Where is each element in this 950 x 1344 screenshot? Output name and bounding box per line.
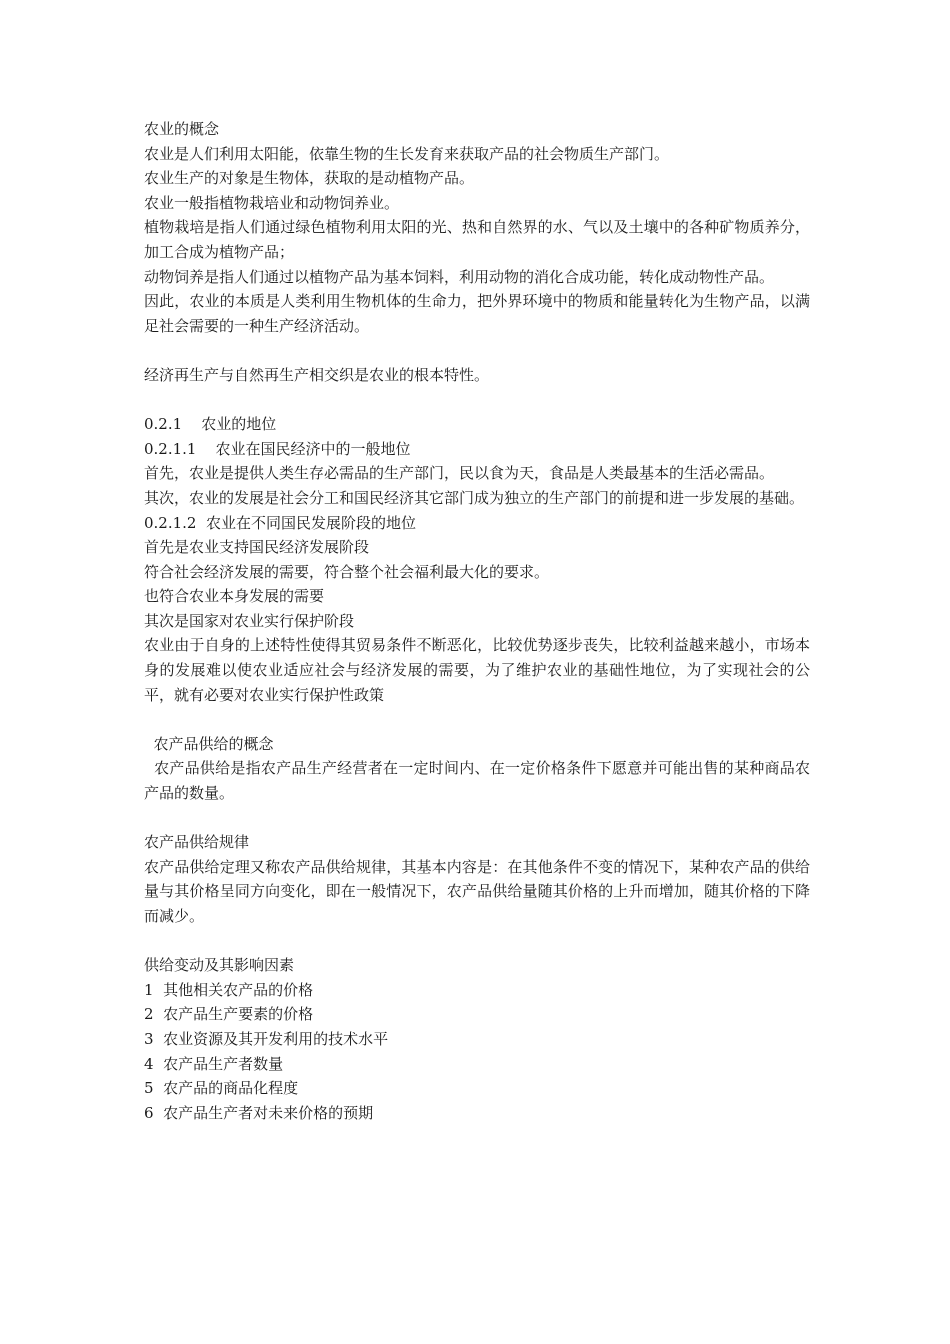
- paragraph-line: 首先，农业是提供人类生存必需品的生产部门，民以食为天，食品是人类最基本的生活必需品。: [144, 464, 775, 483]
- blank-line: [144, 806, 810, 831]
- paragraph-line: 首先是农业支持国民经济发展阶段: [144, 538, 370, 557]
- paragraph-line: 农产品供给是指农产品生产经营者在一定时间内、在一定价格条件下愿意并可能出售的某种商品农产品的数量。: [144, 759, 810, 803]
- paragraph-line: 动物饲养是指人们通过以植物产品为基本饲料，利用动物的消化合成功能，转化成动物性产品。: [144, 267, 775, 286]
- list-item: 5 农产品的商品化程度: [144, 1079, 299, 1098]
- paragraph-line: 也符合农业本身发展的需要: [144, 587, 325, 606]
- heading-agriculture-status: 0.2.1 农业的地位: [144, 415, 277, 434]
- list-item: 2 农产品生产要素的价格: [144, 1005, 314, 1024]
- section-supply-concept: [144, 732, 810, 806]
- document-page: [144, 117, 810, 1125]
- paragraph-line: 农业生产的对象是生物体，获取的是动植物产品。: [144, 169, 475, 188]
- section-agriculture-concept: [144, 117, 810, 338]
- paragraph-line: 因此，农业的本质是人类利用生物机体的生命力，把外界环境中的物质和能量转化为生物产品，以满足社会需要的一种生产经济活动。: [144, 292, 810, 335]
- subheading-general-status: 0.2.1.1 农业在国民经济中的一般地位: [144, 439, 411, 458]
- blank-line: [144, 338, 810, 363]
- list-item: 3 农业资源及其开发利用的技术水平: [144, 1029, 389, 1048]
- blank-line: [144, 929, 810, 954]
- subheading-stage-status: 0.2.1.2 农业在不同国民发展阶段的地位: [144, 513, 417, 532]
- paragraph-line: 农业是人们利用太阳能，依靠生物的生长发育来获取产品的社会物质生产部门。: [144, 144, 670, 163]
- section-agriculture-status: [144, 412, 810, 707]
- heading-supply-concept: 农产品供给的概念: [144, 734, 274, 753]
- heading-supply-factors: 供给变动及其影响因素: [144, 956, 295, 975]
- blank-line: [144, 707, 810, 732]
- paragraph-line: 农业由于自身的上述特性使得其贸易条件不断恶化，比较优势逐步丧失，比较利益越来越小，市场本身的发展难以使农业适应社会与经济发展的需要，为了维护农业的基础性地位，为了实现社会的公平，就有必要对农业实行保护性政策: [144, 636, 810, 704]
- paragraph-line: 农业一般指植物栽培业和动物饲养业。: [144, 193, 400, 212]
- paragraph-line: 其次，农业的发展是社会分工和国民经济其它部门成为独立的生产部门的前提和进一步发展的基础。: [144, 488, 805, 507]
- paragraph-line: 符合社会经济发展的需要，符合整个社会福利最大化的要求。: [144, 562, 550, 581]
- paragraph-line: 经济再生产与自然再生产相交织是农业的根本特性。: [144, 365, 490, 384]
- section-agriculture-characteristic: [144, 363, 810, 388]
- blank-line: [144, 388, 810, 413]
- paragraph-line: 植物栽培是指人们通过绿色植物利用太阳的光、热和自然界的水、气以及土壤中的各种矿物质养分，加工合成为植物产品；: [144, 218, 810, 261]
- paragraph-line: 农产品供给定理又称农产品供给规律，其基本内容是：在其他条件不变的情况下，某种农产品的供给量与其价格呈同方向变化，即在一般情况下，农产品供给量随其价格的上升而增加，随其价格的下降而减少。: [144, 857, 810, 925]
- list-item: 1 其他相关农产品的价格: [144, 980, 314, 999]
- heading-agriculture-concept: 农业的概念: [144, 120, 220, 138]
- list-item: 4 农产品生产者数量: [144, 1054, 284, 1073]
- heading-supply-law: 农产品供给规律: [144, 833, 250, 852]
- section-supply-factors: [144, 953, 810, 1125]
- section-supply-law: [144, 830, 810, 928]
- paragraph-line: 其次是国家对农业实行保护阶段: [144, 611, 355, 630]
- list-item: 6 农产品生产者对未来价格的预期: [144, 1103, 374, 1122]
